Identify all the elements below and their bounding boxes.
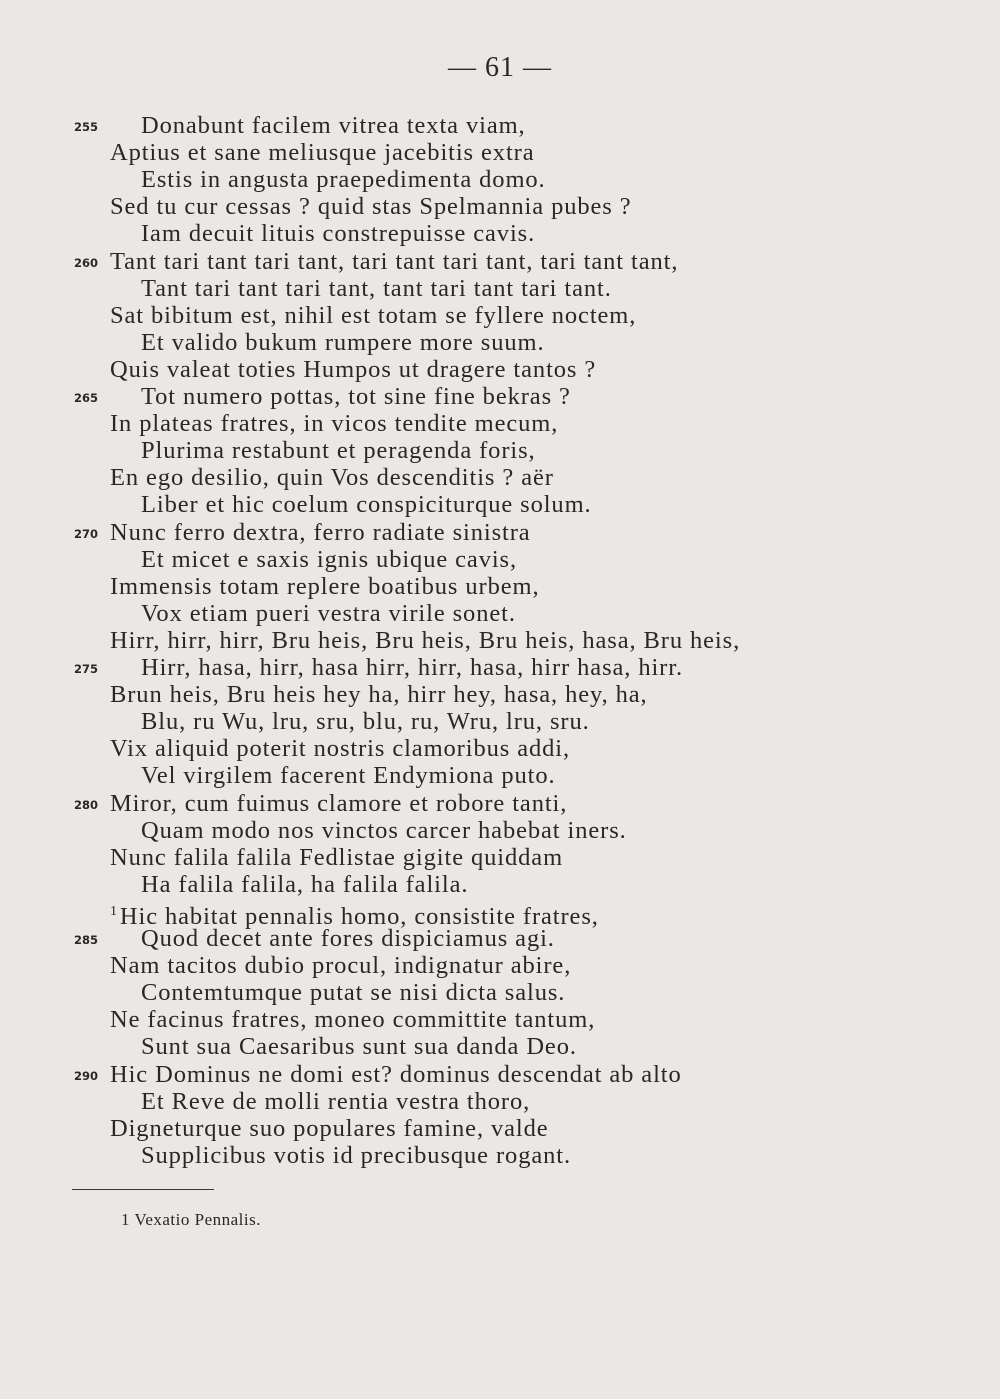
verse-line (74, 1060, 682, 1088)
page-number: — 61 — (448, 52, 552, 83)
footnote-divider (72, 1189, 214, 1190)
verse-line (110, 898, 599, 931)
verse-text: En ego desilio, quin Vos descenditis ? aër (110, 464, 554, 492)
verse-text: Contemtumque putat se nisi dicta salus. (141, 979, 566, 1007)
verse-text: Hirr, hirr, hirr, Bru heis, Bru heis, Bru heis, hasa, Bru heis, (110, 626, 741, 654)
verse-line (141, 871, 468, 898)
verse-line (110, 952, 571, 979)
verse-line (141, 979, 565, 1006)
verse-line (74, 654, 683, 681)
line-number: 290 (74, 1068, 99, 1083)
line-number: 270 (74, 526, 99, 541)
line-number: 275 (74, 662, 99, 676)
verse-line (110, 627, 740, 654)
verse-line (141, 762, 556, 789)
verse-text: Ne facinus fratres, moneo committite tantum, (110, 1006, 596, 1034)
verse-text: Nam tacitos dubio procul, indignatur abire, (110, 952, 572, 980)
verse-line (74, 518, 531, 546)
verse-line (141, 600, 516, 627)
verse-text: Miror, cum fuimus clamore et robore tanti, (110, 789, 568, 817)
verse-text: Digneturque suo populares famine, valde (110, 1114, 549, 1142)
verse-line (141, 817, 627, 844)
verse-line (110, 681, 648, 708)
verse-text: Donabunt facilem vitrea texta viam, (141, 112, 526, 139)
verse-line (141, 1033, 577, 1060)
verse-line (141, 1088, 530, 1115)
verse-line (110, 464, 554, 491)
footnote-marker: 1 (121, 1210, 130, 1229)
verse-text: Sat bibitum est, nihil est totam se fyllere noctem, (110, 301, 637, 329)
verse-line (141, 166, 546, 193)
verse-text: Tant tari tant tari tant, tant tari tant tari tant. (141, 274, 612, 302)
line-number: 255 (74, 120, 99, 134)
verse-text: Ha falila falila, ha falila falila. (141, 870, 469, 898)
verse-text: Tot numero pottas, tot sine fine bekras ? (141, 383, 571, 410)
verse-text: Vel virgilem facerent Endymiona puto. (141, 762, 556, 790)
verse-line (110, 844, 563, 871)
verse-line (110, 1006, 595, 1033)
verse-line (110, 356, 596, 383)
footnote-text: Vexatio Pennalis. (134, 1210, 261, 1229)
verse-text: Hic habitat pennalis homo, consistite fratres, (119, 903, 599, 931)
verse-text: Plurima restabunt et peragenda foris, (141, 437, 536, 465)
verse-text: Blu, ru Wu, lru, sru, blu, ru, Wru, lru, sru. (141, 708, 590, 736)
verse-text: Quod decet ante fores dispiciamus agi. (141, 925, 555, 952)
verse-line (110, 735, 570, 762)
verse-text: Brun heis, Bru heis hey ha, hirr hey, hasa, hey, ha, (110, 681, 648, 709)
verse-text: Aptius et sane meliusque jacebitis extra (110, 139, 535, 167)
line-number: 285 (74, 933, 99, 947)
verse-line (74, 383, 571, 410)
line-number: 280 (74, 797, 99, 812)
verse-text: Supplicibus votis id precibusque rogant. (141, 1141, 571, 1169)
verse-text: Vix aliquid poterit nostris clamoribus addi, (110, 735, 571, 763)
line-number: 265 (74, 391, 99, 405)
verse-text: Nunc falila falila Fedlistae gigite quiddam (110, 843, 564, 871)
verse-text: Sunt sua Caesaribus sunt sua danda Deo. (141, 1033, 577, 1061)
verse-text: Liber et hic coelum conspiciturque solum. (141, 491, 592, 519)
verse-text: Et micet e saxis ignis ubique cavis, (141, 545, 518, 573)
verse-text: Immensis totam replere boatibus urbem, (110, 572, 540, 600)
verse-text: Estis in angusta praepedimenta domo. (141, 166, 546, 194)
verse-text: Quis valeat toties Humpos ut dragere tantos ? (110, 355, 597, 383)
verse-line (74, 112, 526, 139)
line-number: 260 (74, 255, 99, 270)
verse-line (110, 573, 540, 600)
verse-line (141, 275, 612, 302)
verse-line (141, 220, 535, 247)
verse-line (141, 708, 590, 735)
verse-line (110, 193, 632, 220)
verse-line (110, 139, 534, 166)
verse-text: Quam modo nos vinctos carcer habebat iners. (141, 816, 627, 844)
verse-line (141, 437, 536, 464)
verse-line (141, 491, 592, 518)
verse-line (110, 1115, 549, 1142)
footnote (121, 1210, 261, 1230)
verse-text: Hirr, hasa, hirr, hasa hirr, hirr, hasa, hirr hasa, hirr. (141, 654, 683, 681)
footnote-reference: 1 (110, 903, 118, 919)
verse-text: In plateas fratres, in vicos tendite mecum, (110, 410, 559, 438)
verse-text: Nunc ferro dextra, ferro radiate sinistra (110, 518, 531, 546)
verse-text: Sed tu cur cessas ? quid stas Spelmannia pubes ? (110, 193, 632, 221)
verse-line (74, 789, 568, 817)
verse-text: Et Reve de molli rentia vestra thoro, (141, 1087, 531, 1115)
verse-text: Et valido bukum rumpere more suum. (141, 328, 545, 356)
verse-text: Tant tari tant tari tant, tari tant tari tant, tari tant tant, (110, 247, 679, 275)
verse-line (110, 302, 636, 329)
verse-line (141, 546, 517, 573)
verse-text: Hic Dominus ne domi est? dominus descendat ab alto (110, 1060, 682, 1088)
verse-line (74, 925, 555, 952)
verse-line (74, 247, 679, 275)
verse-line (110, 410, 558, 437)
verse-line (141, 329, 544, 356)
verse-text: Iam decuit lituis constrepuisse cavis. (141, 220, 536, 248)
verse-line (141, 1142, 571, 1169)
verse-text: Vox etiam pueri vestra virile sonet. (141, 599, 516, 627)
